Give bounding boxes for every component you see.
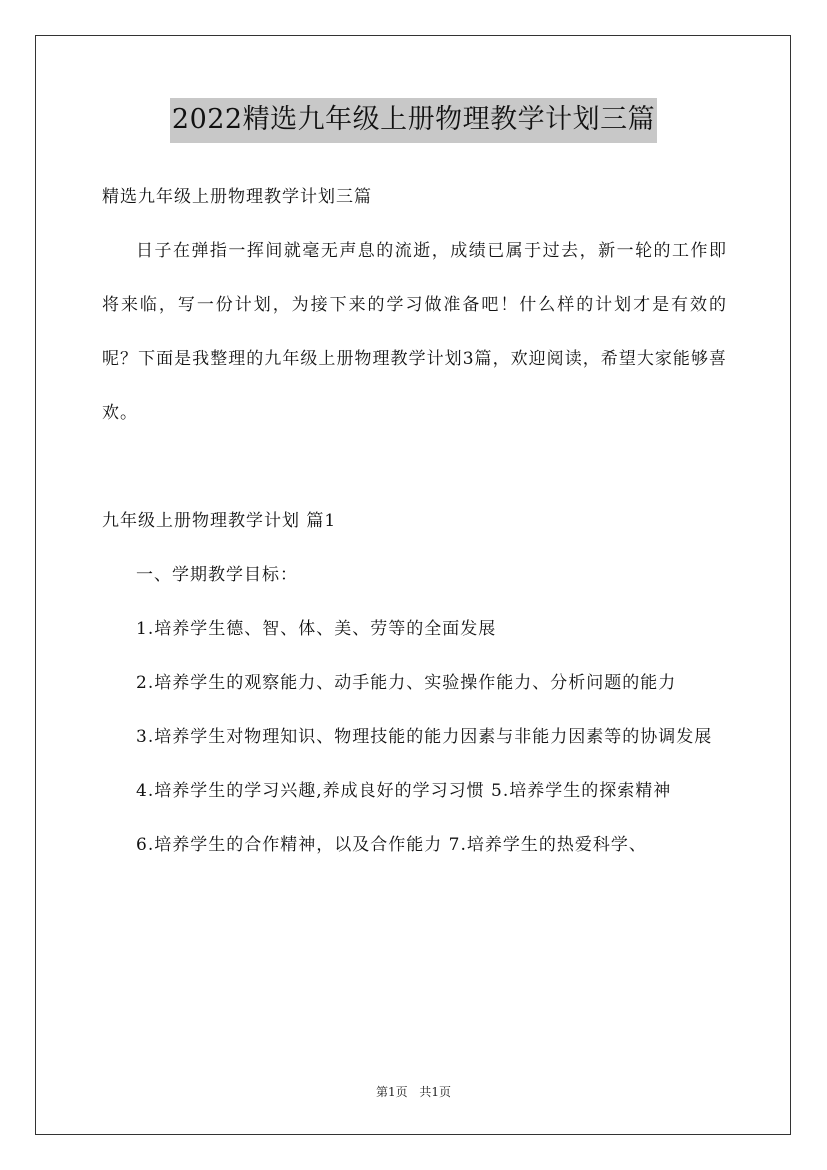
section-heading: 九年级上册物理教学计划 篇1 (102, 511, 337, 531)
title-container (0, 98, 827, 143)
page-number: 第1页 (375, 1085, 408, 1099)
page-footer (0, 1083, 827, 1100)
goal-item-1: 1.培养学生德、智、体、美、劳等的全面发展 (136, 619, 497, 639)
document-subtitle: 精选九年级上册物理教学计划三篇 (102, 187, 372, 207)
document-body (102, 170, 727, 872)
goal-item-2: 2.培养学生的观察能力、动手能力、实验操作能力、分析问题的能力 (136, 673, 677, 693)
goal-item-3: 3.培养学生对物理知识、物理技能的能力因素与非能力因素等的协调发展 (136, 727, 713, 747)
page-total: 共1页 (419, 1085, 452, 1099)
intro-paragraph: 日子在弹指一挥间就毫无声息的流逝，成绩已属于过去，新一轮的工作即将来临，写一份计划，为接下来的学习做准备吧！什么样的计划才是有效的呢？下面是我整理的九年级上册物理教学计划3篇，欢迎阅读，希望大家能够喜欢。 (102, 241, 727, 423)
goal-item-6-7: 6.培养学生的合作精神，以及合作能力 7.培养学生的热爱科学、 (136, 835, 647, 855)
section-gap (102, 440, 727, 494)
document-title: 2022精选九年级上册物理教学计划三篇 (170, 98, 657, 143)
goals-heading: 一、学期教学目标： (136, 565, 298, 585)
goal-item-4-5: 4.培养学生的学习兴趣,养成良好的学习习惯 5.培养学生的探索精神 (136, 781, 672, 801)
